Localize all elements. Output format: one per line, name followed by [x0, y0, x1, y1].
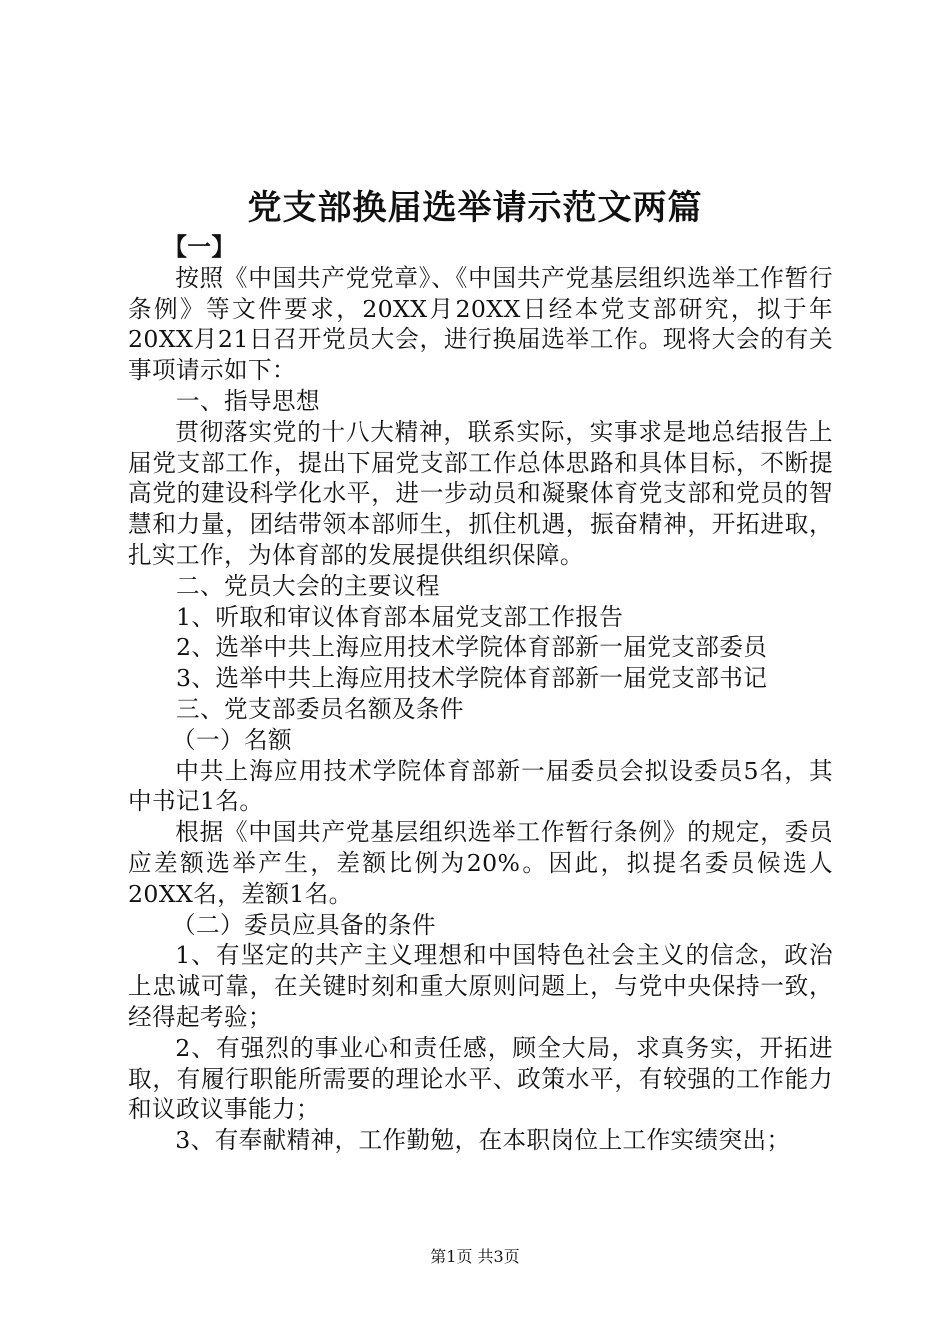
body-paragraph: 贯彻落实党的十八大精神，联系实际，实事求是地总结报告上届党支部工作，提出下届党支部工作总体思路和具体目标，不断提高党的建设科学化水平，进一步动员和凝聚体育党支部和党员的智慧和力量，团结带领本部师生，抓住机遇，振奋精神，开拓进取，扎实工作，为体育部的发展提供组织保障。	[128, 417, 833, 569]
condition-item: 1、有坚定的共产主义理想和中国特色社会主义的信念，政治上忠诚可靠，在关键时刻和重大原则问题上，与党中央保持一致，经得起考验；	[128, 941, 833, 1031]
section-heading: 一、指导思想	[176, 386, 320, 415]
body-paragraph: 根据《中国共产党基层组织选举工作暂行条例》的规定，委员应差额选举产生，差额比例为20%。因此，拟提名委员候选人20XX名，差额1名。	[128, 818, 833, 908]
condition-item: 2、有强烈的事业心和责任感，顾全大局，求真务实，开拓进取，有履行职能所需要的理论水平、政策水平，有较强的工作能力和议政议事能力；	[128, 1033, 833, 1124]
condition-item: 3、有奉献精神，工作勤勉，在本职岗位上工作实绩突出；	[175, 1126, 791, 1155]
section-heading: 三、党支部委员名额及条件	[176, 694, 464, 723]
document-title: 党支部换届选举请示范文两篇	[247, 188, 703, 228]
body-paragraph: 中共上海应用技术学院体育部新一届委员会拟设委员5名，其中书记1名。	[128, 756, 833, 816]
agenda-item: 2、选举中共上海应用技术学院体育部新一届党支部委员	[176, 633, 768, 662]
section-heading: 二、党员大会的主要议程	[176, 571, 440, 600]
agenda-item: 3、选举中共上海应用技术学院体育部新一届党支部书记	[176, 664, 768, 693]
section-marker: 【一】	[163, 233, 236, 261]
document-body	[128, 232, 833, 1156]
page-footer: 第1页 共3页	[430, 1247, 520, 1266]
agenda-item: 1、听取和审议体育部本届党支部工作报告	[176, 602, 624, 631]
intro-paragraph: 按照《中国共产党党章》、《中国共产党基层组织选举工作暂行条例》等文件要求，20XX月20XX日经本党支部研究，拟于年20XX月21日召开党员大会，进行换届选举工作。现将大会的有关事项请示如下：	[128, 263, 833, 385]
subsection-heading: （一）名额	[172, 725, 292, 754]
subsection-heading: （二）委员应具备的条件	[172, 910, 436, 939]
